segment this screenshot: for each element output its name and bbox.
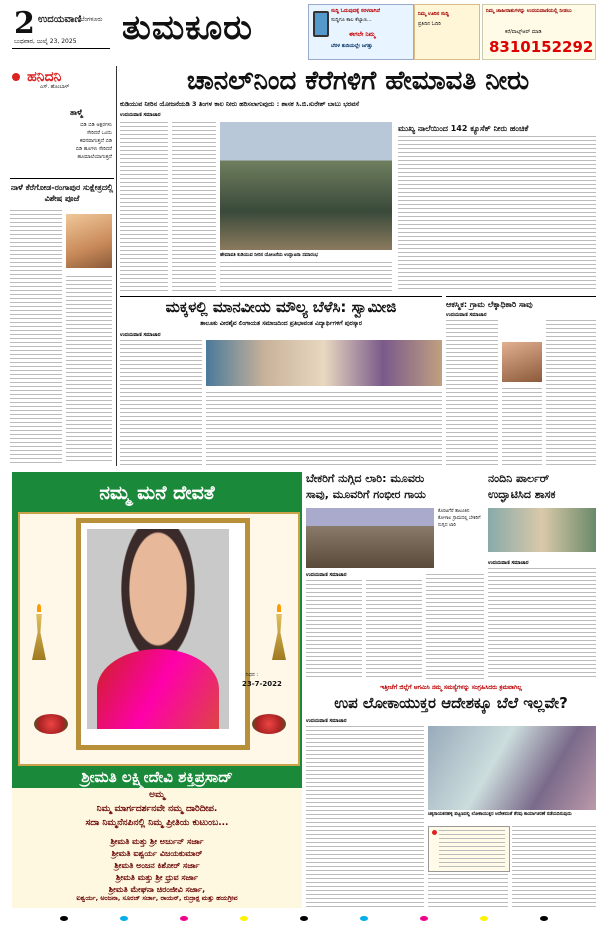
poem-line: ಕವನವಾಗುತ್ತದೆ ಬಿಡಿ	[79, 138, 112, 144]
lorry-headline-2: ಸಾವು, ಮೂವರಿಗೆ ಗಂಭೀರ ಗಾಯ	[306, 488, 426, 501]
column-rule	[116, 66, 117, 466]
family-line: ಶ್ರೀಮತಿ ಐಶ್ವರ್ಯ ವಿಜಯಕುಮಾರ್	[111, 849, 203, 858]
lokayukta-photo	[428, 726, 596, 810]
side-story-text-2	[66, 276, 112, 464]
app-ad-line2: ಸುದ್ದಿಗೂ ಕಾಲ ಕೆಲ್ಯಾಣ...	[331, 17, 372, 23]
poem-line: ಬಿಡಿ ಬಿಡಿ ಅಕ್ಷರಗಳು	[80, 122, 112, 128]
advertise-ad-phone: 8310152292	[489, 38, 594, 56]
lokayukta-text-col3	[428, 874, 508, 910]
app-ad-line4: ಬೆರಳ ತುದಿಯಲ್ಲೇ ಜಗತ್ತು	[331, 43, 373, 49]
family-line: ಶ್ರೀಮತಿ ಮತ್ತು ಶ್ರೀ ಧ್ರುವ ಸರ್ಜಾ	[116, 873, 198, 882]
lead-headline: ಚಾನಲ್‌ನಿಂದ ಕೆರೆಗಳಿಗೆ ಹೇಮಾವತಿ ನೀರು	[186, 66, 530, 96]
nandini-headline-1: ನಂದಿನಿ ಪಾರ್ಲರ್	[488, 472, 550, 485]
bullet-icon	[432, 830, 437, 835]
lead-box-headline: ಮುಖ್ಯ ನಾಲೆಯಿಂದ 142 ಕ್ಯೂಸೆಕ್ ನೀರು ಹಂಚಿಕೆ	[398, 124, 529, 133]
lokayukta-kicker: ಇತ್ತೀಚೆಗೆ ಜಿಲ್ಲೆಗೆ ಆಗಮಿಸಿ ನಮ್ಮ ಸಮಸ್ಯೆಗಳನ್ನು ಸಂಗ್ರಹಿಸಿದರು ಕ್ರಮವಾಗಿಲ್ಲ	[380, 684, 522, 691]
alert-box	[428, 826, 510, 872]
lamp-icon-right	[270, 604, 288, 664]
honey-title	[12, 66, 61, 85]
family-line: ಶ್ರೀಮತಿ ಮತ್ತು ಶ್ರೀ ಅರ್ಜುನ್ ಸರ್ಜಾ	[110, 837, 204, 846]
side-headline: ನಾಳೆ ಕೆರೆಗೋಡ-ರಂಗಾಪುರ ಸುಕ್ಷೇತ್ರದಲ್ಲಿ ವಿಶೇಷ ಪೂಜೆ	[10, 183, 114, 203]
accident-text-col2	[546, 320, 596, 466]
lead-story	[120, 66, 596, 296]
advertise-ad-label: ಕರೆ/ವಾಟ್ಸ್ಆಪ್ ಮಾಡಿ	[505, 29, 542, 35]
swamiji-headline: ಮಕ್ಕಳಲ್ಲಿ ಮಾನವೀಯ ಮೌಲ್ಯ ಬೆಳೆಸಿ: ಸ್ವಾಮೀಜಿ	[165, 298, 397, 316]
nandini-photo	[488, 508, 596, 552]
paper-name: ಉದಯವಾಣಿ	[38, 14, 82, 25]
family-line: ಶ್ರೀಮತಿ ಅಂಜನ ಕಿಶೋರ್ ಸರ್ಜಾ	[114, 861, 200, 870]
memorial-inner	[18, 512, 300, 766]
masthead	[0, 0, 600, 64]
lokayukta-text-col2	[512, 826, 596, 910]
lorry-text-col1	[306, 580, 362, 680]
portrait-photo	[87, 529, 229, 729]
registration-dot	[180, 916, 188, 921]
lokayukta-byline: ಉದಯವಾಣಿ ಸಮಾಚಾರ	[306, 718, 347, 724]
accident-headline: ಆಕಸ್ಮಿಕ: ಗ್ರಾಮ ಲೆಕ್ಕಾಧಿಕಾರಿ ಸಾವು	[446, 300, 533, 309]
issue-date: ಬುಧವಾರ, ಜುಲೈ 23, 2025	[14, 38, 77, 45]
memorial-ad	[12, 472, 302, 908]
honey-dot-icon	[12, 73, 20, 81]
memorial-family	[12, 836, 302, 896]
memorial-message-box	[12, 788, 302, 908]
honey-title-a: ಹನಿ	[27, 69, 45, 85]
lorry-story	[306, 470, 484, 680]
lorry-byline: ಉದಯವಾಣಿ ಸಮಾಚಾರ	[306, 572, 347, 578]
lead-text-col2	[172, 122, 216, 292]
lokayukta-headline: ಉಪ ಲೋಕಾಯುಕ್ತರ ಆದೇಶಕ್ಕೂ ಬೆಲೆ ಇಲ್ಲವೇ?	[334, 694, 568, 712]
edition-name: ಬೆಂಗಳೂರು	[80, 16, 103, 23]
memorial-name: ಶ್ರೀಮತಿ ಲಕ್ಷ್ಮೀದೇವಿ ಶಕ್ತಿಪ್ರಸಾದ್	[81, 768, 233, 786]
poem-title: ತಾಳ್ಮೆ	[70, 108, 83, 117]
lorry-photo	[306, 508, 434, 568]
local-news-ad-line2: ಪ್ರತಿದಿನ ಓದಿರಿ	[418, 21, 441, 27]
lorry-text-col3	[426, 574, 484, 680]
honey-column	[10, 66, 114, 466]
flowers-left	[34, 714, 68, 734]
divider	[120, 296, 442, 297]
lead-subhead: ಕುಡಿಯುವ ನೀರಿನ ಯೋಜನೆಯಡಿ 3 ತಿಂಗಳ ಕಾಲ ನೀರು ಹರಿಸಲಾಗುವುದು : ಶಾಸಕ ಸಿ.ಬಿ.ಸುರೇಶ್ ಬಾಬು ಭರವಸೆ	[120, 100, 359, 108]
accident-photo	[502, 342, 542, 382]
memorial-amma: ಅಮ್ಮ	[149, 790, 165, 800]
memorial-footer: ಐಶ್ವರ್ಯ, ಅಂಜನಾ, ಸೂರಜ್ ಸರ್ಜಾ, ರಾಯನ್, ರುದ್ರಾಕ್ಷ ಮತ್ತು ಹಯಗ್ರೀವ	[76, 894, 238, 902]
lokayukta-photo-caption: ಚಿಕ್ಕನಾಯಕನಹಳ್ಳಿ ಪಟ್ಟಣದಲ್ಲಿ ಲೋಕಾಯುಕ್ತರ ಆದೇಶದಂತೆ ತೆರವು ಕಾರ್ಯಾಚರಣೆ ನಡೆಯದಿರುವುದು	[428, 812, 572, 817]
lokayukta-story	[306, 684, 596, 910]
nandini-byline: ಉದಯವಾಣಿ ಸಮಾಚಾರ	[488, 560, 529, 566]
swamiji-story	[120, 296, 442, 468]
phone-icon	[313, 11, 329, 37]
alert-box-text	[439, 830, 505, 868]
person-photo	[66, 214, 112, 268]
app-ad-line3: ಈಗಲೇ ನಿಮ್ಮ	[349, 31, 376, 38]
lorry-text-col2	[366, 580, 422, 680]
swamiji-subhead: ತಾಲೂಕು ವೀರಶೈವ ಲಿಂಗಾಯತ ಸಮಾಜದಿಂದ ಪ್ರತಿಭಾವಂತ ವಿದ್ಯಾರ್ಥಿಗಳಿಗೆ ಪುರಸ್ಕಾರ	[200, 320, 362, 327]
accident-text-col1	[446, 320, 498, 466]
nandini-story	[488, 470, 596, 680]
lead-box-text	[398, 136, 596, 292]
lokayukta-text-col1	[306, 726, 424, 910]
swamiji-text-col2	[206, 392, 442, 466]
memorial-header: ನಮ್ಮ ಮನೆ ದೇವತೆ	[99, 482, 215, 504]
registration-dot	[120, 916, 128, 921]
advertise-ad	[482, 4, 596, 60]
local-news-ad-line1: ನಿಮ್ಮ ಊರಿನ ಸುದ್ದಿ	[418, 11, 449, 17]
lorry-photo-caption: ಕೊರಟಗೆರೆ ತಾಲೂಕಿನ ಕೋಳಾಲ ಗ್ರಾಮದಲ್ಲಿ ಬೇಕರಿಗೆ ನುಗ್ಗಿದ ಲಾರಿ	[438, 509, 481, 528]
app-ad	[308, 4, 414, 60]
nandini-text	[488, 568, 596, 680]
memorial-date: 23-7-2022	[242, 680, 282, 688]
local-news-ad	[414, 4, 480, 60]
lead-photo-caption: ಹೇಮಾವತಿ ಕುಡಿಯುವ ನೀರಿನ ಯೋಜನೆಯ ಉದ್ಘಾಟನಾ ಸಮಾರಂಭ	[220, 253, 318, 258]
registration-dot	[480, 916, 488, 921]
swamiji-text-col1	[120, 340, 202, 466]
advertise-ad-line1: ನಿಮ್ಮ ಜಾಹೀರಾತುಗಳನ್ನು ಉದಯವಾಣಿಯಲ್ಲಿ ನೀಡಲು	[486, 8, 572, 14]
app-ad-line1: ಸುದ್ದಿ ಓದುವುದಕ್ಕೆ ಸರಳವಾಗಿದೆ	[331, 8, 380, 14]
memorial-line2: ಸದಾ ನಿಮ್ಮನೆನಪಿನಲ್ಲಿ ನಿಮ್ಮ ಪ್ರೀತಿಯ ಕುಟುಂಬ...	[85, 818, 229, 828]
poem-line: ಸೇರಿದರೆ ಒಂದು	[87, 130, 112, 136]
memorial-line1: ನಿಮ್ಮ ಮಾರ್ಗದರ್ಶನವೇ ನಮ್ಮ ದಾರಿದೀಪ.	[96, 804, 218, 814]
lorry-headline-1: ಬೇಕರಿಗೆ ನುಗ್ಗಿದ ಲಾರಿ: ಮೂವರು	[306, 472, 425, 485]
divider	[446, 296, 596, 297]
divider	[10, 178, 114, 179]
memorial-date-label: ನಿಧನ :	[246, 672, 259, 678]
page-number: 2	[14, 6, 35, 41]
poem-line: ಹೂಮಾಲೆಯಾಗುತ್ತದೆ	[77, 154, 112, 160]
lamp-icon-left	[30, 604, 48, 664]
flowers-right	[252, 714, 286, 734]
swamiji-byline: ಉದಯವಾಣಿ ಸಮಾಚಾರ	[120, 332, 161, 338]
registration-dot	[60, 916, 68, 921]
registration-dot	[300, 916, 308, 921]
accident-text-col3	[502, 388, 542, 466]
registration-dot	[240, 916, 248, 921]
saree	[97, 649, 219, 729]
honey-author: ಎಸ್. ಹೊಂಬಾಳ್	[40, 84, 70, 90]
lead-byline: ಉದಯವಾಣಿ ಸಮಾಚಾರ	[120, 112, 161, 118]
accident-story	[446, 296, 596, 468]
poem	[46, 121, 112, 161]
lead-photo	[220, 122, 392, 250]
nandini-headline-2: ಉದ್ಘಾಟಿಸಿದ ಶಾಸಕ	[488, 488, 556, 501]
side-story-text	[10, 210, 62, 464]
registration-dot	[360, 916, 368, 921]
lead-text-col3	[220, 262, 392, 292]
lead-text-col1	[120, 122, 168, 292]
accident-byline: ಉದಯವಾಣಿ ಸಮಾಚಾರ	[446, 312, 487, 318]
portrait-frame	[76, 518, 250, 750]
honey-title-b: ದನಿ	[44, 69, 62, 85]
family-line: ಶ್ರೀಮತಿ ಮೇಘನಾ ಚಿರಂಜೀವಿ ಸರ್ಜಾ,	[108, 885, 206, 894]
city-title: ತುಮಕೂರು	[122, 8, 253, 48]
masthead-rule	[12, 48, 110, 49]
registration-dot	[540, 916, 548, 921]
poem-line: ಬಿಡಿ ಹೂಗಳು ಸೇರಿದರೆ	[75, 146, 112, 152]
registration-marks	[0, 912, 600, 926]
registration-dot	[420, 916, 428, 921]
swamiji-photo	[206, 340, 442, 386]
